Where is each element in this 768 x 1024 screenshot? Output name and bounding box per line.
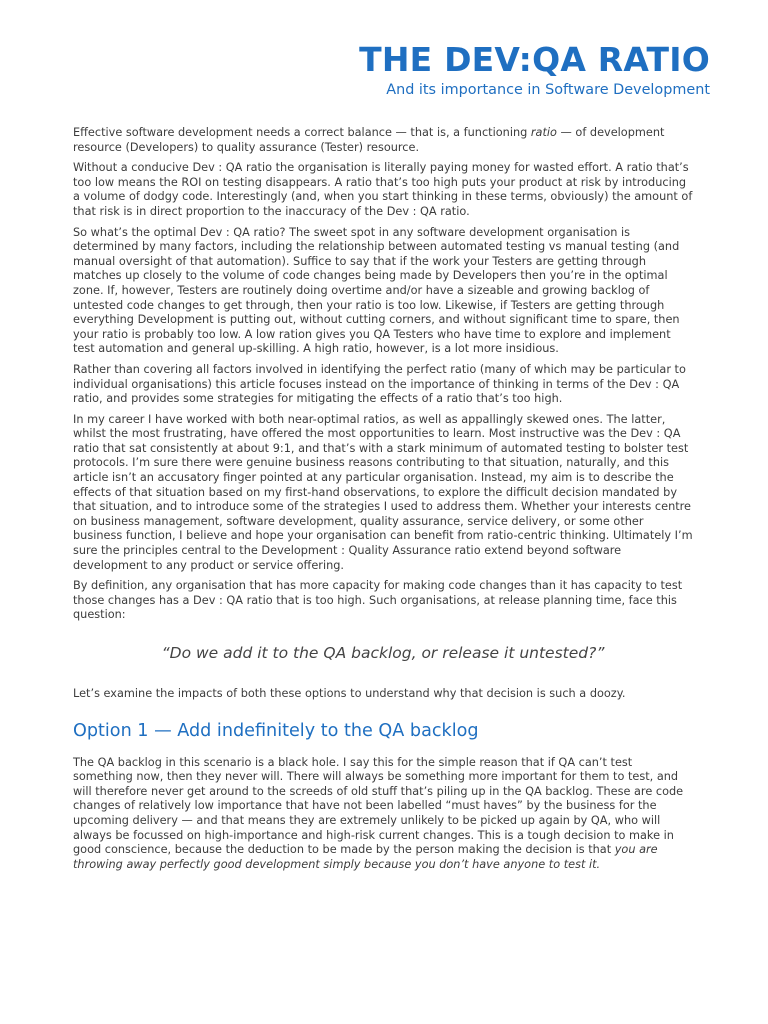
- paragraph: [73, 756, 693, 873]
- paragraph: [73, 126, 693, 155]
- paragraph-text: The QA backlog in this scenario is a black hole. I say this for the simple reason that if QA can’t test something now, then they never will. There will always be something more important for them to test, and will therefore never get around to the screeds of old stuff that’s piling up in the QA backlog. These are code changes of relatively low importance that have not been labelled “must haves” by the business for the upcoming delivery — and that means they are extremely unlikely to be picked up again by QA, who will always be focussed on high-importance and high-risk current changes. This is a tough decision to make in good conscience, because the deduction to be made by the person making the decision is that: [73, 755, 684, 857]
- paragraph: Without a conducive Dev : QA ratio the organisation is literally paying money for wasted effort. A ratio that’s too low means the ROI on testing disappears. A ratio that’s too high puts your product at risk by introducing a volume of dodgy code. Interestingly (and, when you start thinking in these terms, obviously) the amount of that risk is in direct proportion to the inaccuracy of the Dev : QA ratio.: [73, 161, 693, 218]
- paragraph-text: Effective software development needs a correct balance — that is, a functioning: [73, 126, 531, 139]
- paragraph: Rather than covering all factors involved in identifying the perfect ratio (many of which may be particular to individual organisations) this article focuses instead on the importance of thinking in terms of the Dev : QA ratio, and provides some strategies for mitigating the effects of a ratio that’s too high.: [73, 362, 686, 406]
- emphasis-text: you are throwing away perfectly good development simply because you don’t have anyone to test it.: [73, 843, 658, 871]
- paragraph-text: — of development resource (Developers) to quality assurance (Tester) resource.: [73, 126, 665, 154]
- document-title: THE DEV:QA RATIO: [359, 40, 710, 79]
- document-subtitle: And its importance in Software Development: [386, 82, 710, 98]
- paragraph: In my career I have worked with both near-optimal ratios, as well as appallingly skewed ones. The latter, whilst the most frustrating, have offered the most opportunities to learn. Most instructive was the Dev : QA ratio that sat consistently at about 9:1, and that’s with a stark minimum of automated testing to bolster test protocols. I’m sure there were genuine business reasons contributing to that situation, naturally, and this article isn’t an accusatory finger pointed at any particular organisation. Instead, my aim is to describe the effects of that situation based on my first-hand observations, to explore the difficult decision mandated by that situation, and to introduce some of the strategies I used to address them. Whether your interests centre on business management, software development, quality assurance, service delivery, or some other business function, I believe and hope your organisation can benefit from ratio-centric thinking. Ultimately I’m sure the principles central to the Development : Quality Assurance ratio extend beyond software development to any product or service offering.: [73, 412, 693, 572]
- emphasis-text: ratio: [530, 126, 557, 139]
- paragraph: Let’s examine the impacts of both these options to understand why that decision is such a doozy.: [73, 687, 626, 700]
- section-heading: Option 1 — Add indefinitely to the QA backlog: [73, 720, 479, 741]
- paragraph: So what’s the optimal Dev : QA ratio? The sweet spot in any software development organisation is determined by many factors, including the relationship between automated testing vs manual testing (and manual oversight of that automation). Suffice to say that if the work your Testers are getting through matches up closely to the volume of code changes being made by Developers then you’re in the optimal zone. If, however, Testers are routinely doing overtime and/or have a sizeable and growing backlog of untested code changes to get through, then your ratio is too low. Likewise, if Testers are getting through everything Development is putting out, without cutting corners, and without significant time to spare, then your ratio is probably too low. A low ration gives you QA Testers who have time to explore and implement test automation and general up-skilling. A high ratio, however, is a lot more insidious.: [73, 225, 680, 356]
- pull-quote: “Do we add it to the QA backlog, or release it untested?”: [161, 644, 605, 662]
- paragraph: By definition, any organisation that has more capacity for making code changes than it has capacity to test those changes has a Dev : QA ratio that is too high. Such organisations, at release planning time, face this question:: [73, 579, 683, 622]
- article-body: [73, 126, 693, 878]
